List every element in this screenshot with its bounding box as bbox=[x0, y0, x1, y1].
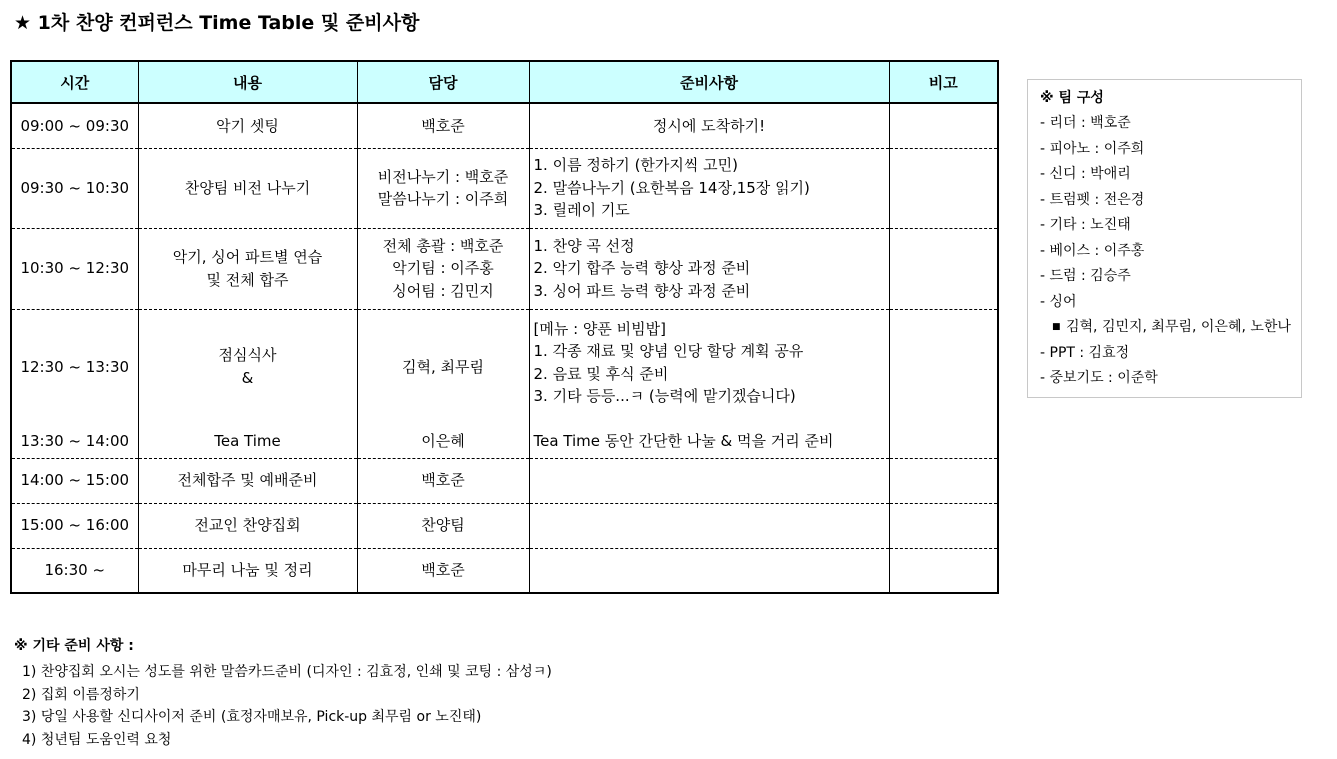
prep-line: 정시에 도착하기! bbox=[652, 116, 766, 135]
content-line: 전교인 찬양집회 bbox=[194, 516, 301, 535]
note-item: 3) 당일 사용할 신디사이저 준비 (효정자매보유, Pick-up 최무림 or 노진태) bbox=[22, 709, 482, 725]
note-cell bbox=[889, 458, 998, 503]
prep-cell bbox=[529, 228, 889, 309]
content-line: 찬양팀 비전 나누기 bbox=[184, 178, 311, 197]
table-row bbox=[11, 548, 998, 593]
singer-names: 김혁, 김민지, 최무림, 이은혜, 노한나 bbox=[1066, 319, 1291, 335]
note-item: 1) 찬양집회 오시는 성도를 위한 말씀카드준비 (디자인 : 김효정, 인쇄 및 코팅 : 삼성ㅋ) bbox=[22, 664, 552, 680]
content-cell bbox=[138, 503, 357, 548]
owner-cell bbox=[357, 548, 529, 593]
content-cell bbox=[138, 228, 357, 309]
team-member: - 신디 : 박애리 bbox=[1040, 166, 1131, 182]
team-list bbox=[1040, 113, 1301, 394]
owner-cell bbox=[357, 458, 529, 503]
time-cell: 14:00 ~ 15:00 bbox=[11, 458, 138, 503]
prep-line: 2. 음료 및 후식 준비 bbox=[533, 364, 669, 383]
content-cell bbox=[138, 424, 357, 458]
team-heading: ※ 팀 구성 bbox=[1040, 90, 1104, 106]
owner-cell bbox=[357, 309, 529, 424]
table-row bbox=[11, 458, 998, 503]
header-note: 비고 bbox=[889, 61, 998, 103]
prep-cell bbox=[529, 458, 889, 503]
prep-cell bbox=[529, 503, 889, 548]
content-cell bbox=[138, 458, 357, 503]
team-member: - 드럼 : 김승주 bbox=[1040, 268, 1131, 284]
table-row bbox=[11, 309, 998, 424]
owner-cell bbox=[357, 103, 529, 148]
table-row bbox=[11, 103, 998, 148]
team-member: - 베이스 : 이주홍 bbox=[1040, 242, 1145, 259]
prep-cell bbox=[529, 148, 889, 228]
prep-cell bbox=[529, 309, 889, 424]
note-cell bbox=[889, 424, 998, 458]
content-line: 점심식사 bbox=[218, 346, 277, 365]
time-cell: 09:30 ~ 10:30 bbox=[11, 148, 138, 228]
team-member: - PPT : 김효정 bbox=[1040, 344, 1130, 361]
prep-line: 3. 릴레이 기도 bbox=[533, 201, 630, 220]
team-member: - 싱어 bbox=[1040, 293, 1077, 310]
team-member: - 중보기도 : 이준학 bbox=[1040, 370, 1158, 386]
owner-line: 찬양팀 bbox=[421, 516, 465, 535]
owner-line: 악기팀 : 이주홍 bbox=[392, 259, 494, 278]
prep-cell bbox=[529, 103, 889, 148]
owner-cell bbox=[357, 503, 529, 548]
prep-line: [메뉴 : 양푼 비빔밥] bbox=[533, 319, 666, 338]
note-cell bbox=[889, 309, 998, 424]
notes-list bbox=[14, 662, 552, 752]
time-cell: 13:30 ~ 14:00 bbox=[11, 424, 138, 458]
header-time: 시간 bbox=[11, 61, 138, 103]
prep-line: 3. 싱어 파트 능력 향상 과정 준비 bbox=[533, 281, 751, 300]
prep-line: 3. 기타 등등...ㅋ (능력에 맡기겠습니다) bbox=[533, 387, 796, 405]
time-cell: 12:30 ~ 13:30 bbox=[11, 309, 138, 424]
owner-line: 백호준 bbox=[421, 116, 465, 135]
content-line: & bbox=[241, 368, 254, 387]
team-member: - 트럼펫 : 전은경 bbox=[1040, 191, 1145, 208]
team-member: - 피아노 : 이주희 bbox=[1040, 140, 1145, 157]
prep-line: 2. 악기 합주 능력 향상 과정 준비 bbox=[533, 259, 751, 278]
note-cell bbox=[889, 548, 998, 593]
content-cell bbox=[138, 103, 357, 148]
content-line: 마무리 나눔 및 정리 bbox=[182, 561, 313, 579]
prep-line: 1. 각종 재료 및 양념 인당 할당 계획 공유 bbox=[533, 342, 804, 360]
owner-line: 김혁, 최무림 bbox=[402, 357, 484, 376]
owner-line: 비전나누기 : 백호준 bbox=[377, 167, 509, 186]
header-content: 내용 bbox=[138, 61, 357, 103]
page-title: ★ 1차 찬양 컨퍼런스 Time Table 및 준비사항 bbox=[14, 12, 420, 34]
content-line: 및 전체 합주 bbox=[206, 270, 289, 289]
singer-members bbox=[1040, 317, 1301, 343]
team-box bbox=[1027, 79, 1302, 398]
notes-heading: ※ 기타 준비 사항 : bbox=[14, 638, 134, 654]
timetable bbox=[10, 60, 999, 594]
note-cell bbox=[889, 103, 998, 148]
prep-line: 1. 이름 정하기 (한가지씩 고민) bbox=[533, 156, 738, 175]
table-row bbox=[11, 148, 998, 228]
owner-line: 백호준 bbox=[421, 471, 465, 490]
timetable-header-row bbox=[11, 61, 998, 103]
prep-line: 2. 말씀나누기 (요한복음 14장,15장 읽기) bbox=[533, 178, 810, 197]
header-owner: 담당 bbox=[357, 61, 529, 103]
time-cell: 16:30 ~ bbox=[11, 548, 138, 593]
prep-cell bbox=[529, 548, 889, 593]
note-item: 4) 청년팀 도움인력 요청 bbox=[22, 731, 172, 748]
owner-line: 싱어팀 : 김민지 bbox=[392, 281, 494, 300]
team-member: - 기타 : 노진태 bbox=[1040, 217, 1131, 233]
content-line: 악기, 싱어 파트별 연습 bbox=[172, 248, 323, 266]
bullet-icon: ■ bbox=[1052, 322, 1061, 332]
header-prep: 준비사항 bbox=[529, 61, 889, 103]
content-cell bbox=[138, 309, 357, 424]
content-line: 전체합주 및 예배준비 bbox=[177, 471, 318, 490]
other-prep-notes bbox=[14, 636, 552, 752]
table-row bbox=[11, 424, 998, 458]
owner-line: 이은혜 bbox=[421, 431, 465, 450]
note-cell bbox=[889, 503, 998, 548]
owner-cell bbox=[357, 228, 529, 309]
owner-line: 전체 총괄 : 백호준 bbox=[382, 236, 504, 255]
prep-cell bbox=[529, 424, 889, 458]
note-item: 2) 집회 이름정하기 bbox=[22, 686, 140, 703]
content-line: Tea Time bbox=[214, 431, 281, 450]
prep-line: Tea Time 동안 간단한 나눌 & 먹을 거리 준비 bbox=[533, 431, 834, 450]
owner-cell bbox=[357, 148, 529, 228]
content-cell bbox=[138, 548, 357, 593]
time-cell: 10:30 ~ 12:30 bbox=[11, 228, 138, 309]
owner-line: 백호준 bbox=[421, 561, 465, 579]
owner-cell bbox=[357, 424, 529, 458]
owner-line: 말씀나누기 : 이주희 bbox=[377, 190, 509, 208]
prep-line: 1. 찬양 곡 선정 bbox=[533, 236, 635, 255]
content-cell bbox=[138, 148, 357, 228]
team-member: - 리더 : 백호준 bbox=[1040, 115, 1131, 131]
time-cell: 09:00 ~ 09:30 bbox=[11, 103, 138, 148]
table-row bbox=[11, 228, 998, 309]
note-cell bbox=[889, 148, 998, 228]
content-line: 악기 셋팅 bbox=[216, 116, 279, 135]
table-row bbox=[11, 503, 998, 548]
time-cell: 15:00 ~ 16:00 bbox=[11, 503, 138, 548]
note-cell bbox=[889, 228, 998, 309]
